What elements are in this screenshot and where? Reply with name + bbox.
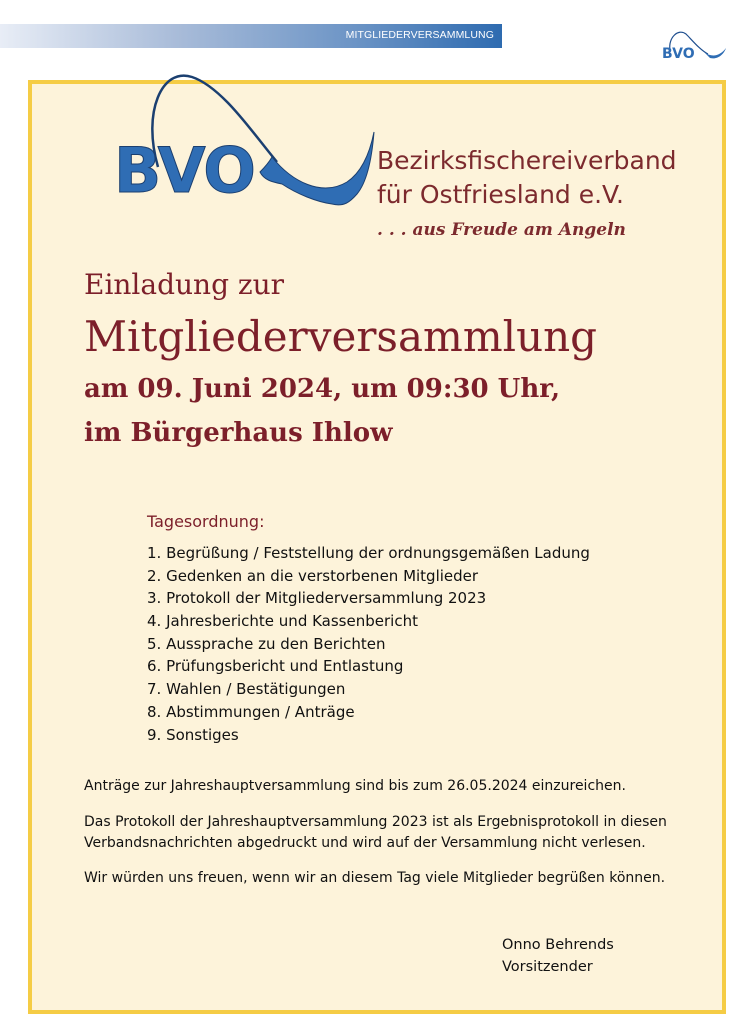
event-location: im Bürgerhaus Ihlow (84, 418, 393, 448)
invitation-heading: Einladung zur (84, 268, 285, 301)
event-title: Mitgliederversammlung (84, 312, 598, 361)
agenda-title: Tagesordnung: (147, 512, 265, 531)
organization-name-line1: Bezirksfischereiverband (377, 146, 677, 175)
svg-text:BVO: BVO (114, 134, 256, 207)
svg-text:BVO: BVO (662, 46, 695, 62)
agenda-item: 5. Aussprache zu den Berichten (147, 634, 386, 653)
event-date: am 09. Juni 2024, um 09:30 Uhr, (84, 374, 561, 404)
protocol-paragraph: Das Protokoll der Jahreshauptversammlung 2023 ist als Ergebnisprotokoll in diesen Verbandsnachrichten abgedruckt und wird auf der Versammlung nicht verlesen. (84, 814, 667, 851)
signer-name: Onno Behrends (502, 937, 614, 953)
agenda-item: 8. Abstimmungen / Anträge (147, 702, 355, 721)
section-label: MITGLIEDERVERSAMMLUNG (345, 29, 494, 41)
closing-paragraph: Wir würden uns freuen, wenn wir an diesem Tag viele Mitglieder begrüßen können. (84, 870, 666, 886)
organization-name-line2: für Ostfriesland e.V. (377, 180, 624, 209)
agenda-item: 3. Protokoll der Mitgliederversammlung 2023 (147, 589, 487, 608)
agenda-item: 7. Wahlen / Bestätigungen (147, 680, 346, 699)
motions-deadline-paragraph: Anträge zur Jahreshauptversammlung sind bis zum 26.05.2024 einzureichen. (84, 778, 626, 794)
agenda-item: 6. Prüfungsbericht und Entlastung (147, 657, 404, 676)
slogan: . . . aus Freude am Angeln (377, 220, 626, 240)
agenda-item: 9. Sonstiges (147, 725, 239, 744)
bvo-fish-logo (82, 72, 382, 222)
agenda-item: 2. Gedenken an die verstorbenen Mitglieder (147, 566, 479, 585)
agenda-item: 1. Begrüßung / Feststellung der ordnungsgemäßen Ladung (147, 544, 590, 562)
invitation-frame (28, 80, 726, 1014)
bvo-small-logo (660, 28, 730, 62)
signature (502, 934, 614, 978)
section-banner (0, 24, 502, 48)
signer-title: Vorsitzender (502, 959, 593, 975)
agenda-list (147, 542, 590, 746)
agenda-item: 4. Jahresberichte und Kassenbericht (147, 612, 418, 631)
